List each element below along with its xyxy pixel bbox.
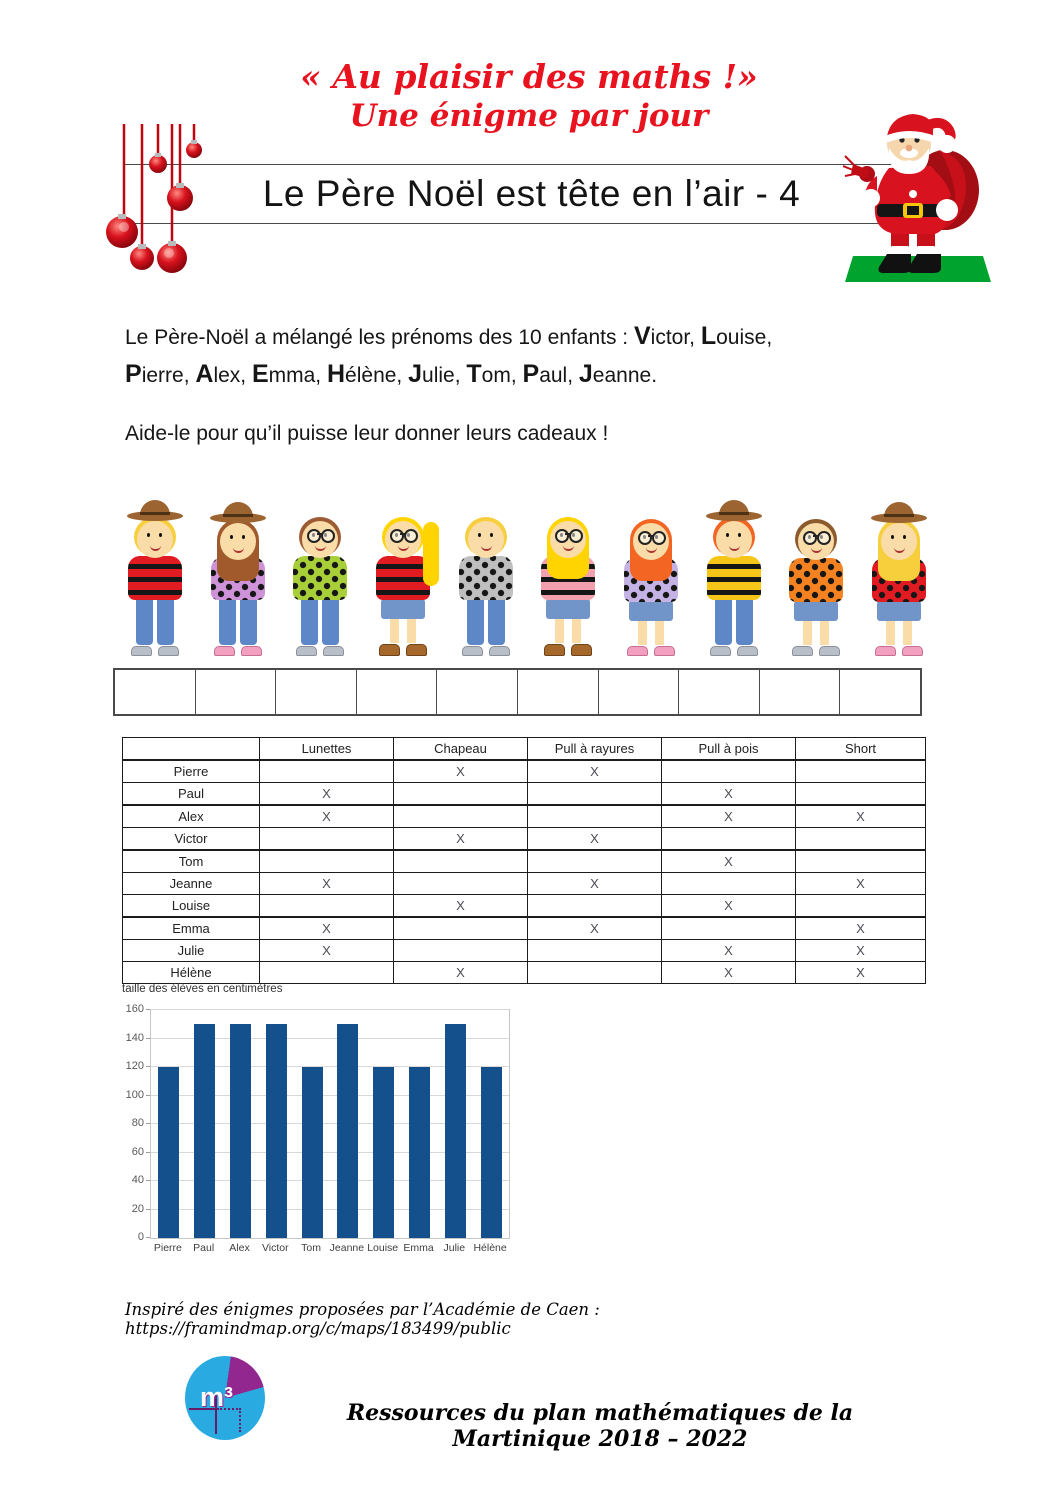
logic-row-name: Jeanne	[123, 873, 260, 895]
child-figure-3	[281, 488, 359, 656]
bar-tom	[302, 1067, 323, 1238]
logic-mark-x[interactable]: X	[260, 873, 394, 895]
logic-mark-x[interactable]: X	[662, 962, 796, 984]
child-jeans	[715, 599, 753, 645]
logic-mark-empty[interactable]	[796, 783, 926, 806]
logic-row-louise	[123, 895, 926, 918]
y-axis-tick-label: 0	[137, 1231, 144, 1243]
logic-col-header: Lunettes	[260, 738, 394, 761]
child-figure-1	[116, 480, 194, 656]
logic-mark-empty[interactable]	[796, 850, 926, 873]
logic-mark-empty[interactable]	[528, 850, 662, 873]
hat-icon	[704, 500, 764, 520]
child-figure-5	[447, 496, 525, 656]
y-axis-tick	[146, 1009, 150, 1010]
logic-row-name: Alex	[123, 805, 260, 828]
logic-mark-x[interactable]: X	[796, 873, 926, 895]
logic-mark-empty[interactable]	[394, 783, 528, 806]
child-head	[786, 522, 846, 560]
title-banner	[123, 164, 940, 224]
child-shirt-stripes	[376, 556, 430, 600]
logic-col-header: Short	[796, 738, 926, 761]
name-initial: A	[195, 360, 214, 388]
name-initial: V	[633, 322, 651, 350]
logic-mark-x[interactable]: X	[662, 850, 796, 873]
child-shorts	[794, 601, 838, 621]
name-initial: E	[251, 360, 269, 388]
logic-row-julie	[123, 940, 926, 962]
logic-mark-empty[interactable]	[260, 828, 394, 851]
logic-row-name: Paul	[123, 783, 260, 806]
x-axis-label: Paul	[193, 1242, 215, 1254]
logic-mark-empty[interactable]	[528, 783, 662, 806]
bar-emma	[409, 1067, 430, 1238]
logic-mark-x[interactable]: X	[528, 917, 662, 940]
logic-mark-x[interactable]: X	[260, 917, 394, 940]
bar-paul	[194, 1024, 215, 1238]
child-shirt-stripes	[128, 556, 182, 600]
x-axis-label: Louise	[367, 1242, 399, 1254]
logic-row-tom	[123, 850, 926, 873]
child-head	[456, 520, 516, 558]
credit-line: Inspiré des énigmes proposées par l’Académie de Caen : https://framindmap.org/c/maps/183499/public	[125, 1300, 600, 1338]
logic-row-name: Emma	[123, 917, 260, 940]
x-axis-label: Pierre	[153, 1242, 182, 1254]
answer-row-table	[113, 668, 922, 716]
intro-text	[125, 318, 915, 452]
logic-row-hélène	[123, 962, 926, 984]
glasses-icon	[307, 529, 335, 541]
glasses-icon	[390, 529, 418, 541]
christmas-baubles-icon	[102, 124, 214, 282]
logic-row-name: Hélène	[123, 962, 260, 984]
logic-mark-empty[interactable]	[528, 962, 662, 984]
y-axis-tick	[146, 1180, 150, 1181]
answer-cell-5[interactable]	[437, 670, 518, 714]
ressources-line: Ressources du plan mathématiques de la Martinique 2018 – 2022	[346, 1400, 854, 1452]
child-shirt-stripes	[707, 556, 761, 600]
child-figure-9	[777, 486, 855, 656]
child-figure-6	[529, 506, 607, 656]
logic-mark-empty[interactable]	[394, 805, 528, 828]
page-title: Le Père Noël est tête en l’air - 4	[262, 173, 801, 214]
logic-mark-empty[interactable]	[394, 940, 528, 962]
logic-col-header: Chapeau	[394, 738, 528, 761]
name-initial: H	[326, 360, 346, 388]
logic-mark-empty[interactable]	[662, 917, 796, 940]
logic-mark-empty[interactable]	[528, 895, 662, 918]
logic-mark-empty[interactable]	[796, 760, 926, 783]
name-initial: L	[700, 322, 717, 350]
answer-cell-2[interactable]	[196, 670, 277, 714]
logic-row-name: Louise	[123, 895, 260, 918]
chart-plot-area	[150, 1009, 510, 1239]
logic-mark-x[interactable]: X	[260, 783, 394, 806]
answer-cell-4[interactable]	[357, 670, 438, 714]
child-shirt-dots	[459, 556, 513, 600]
child-shorts	[546, 599, 590, 619]
glasses-icon	[555, 529, 583, 541]
logic-mark-x[interactable]: X	[796, 917, 926, 940]
logic-mark-x[interactable]: X	[528, 828, 662, 851]
child-figure-7	[612, 486, 690, 656]
y-axis-tick	[146, 1066, 150, 1067]
logic-row-paul	[123, 783, 926, 806]
child-jeans	[219, 599, 257, 645]
logic-corner-cell	[123, 738, 260, 761]
logic-mark-empty[interactable]	[394, 917, 528, 940]
y-axis-tick-label: 60	[131, 1145, 144, 1158]
logic-mark-x[interactable]: X	[796, 805, 926, 828]
y-axis-tick	[146, 1095, 150, 1096]
child-shorts	[629, 601, 673, 621]
logic-mark-empty[interactable]	[260, 760, 394, 783]
bar-louise	[373, 1067, 394, 1238]
logic-row-victor	[123, 828, 926, 851]
logic-mark-x[interactable]: X	[394, 760, 528, 783]
name-initial: J	[408, 360, 423, 388]
bar-alex	[230, 1024, 251, 1238]
name-initial: P	[125, 360, 142, 388]
x-axis-label: Julie	[443, 1242, 466, 1254]
child-head	[621, 522, 681, 560]
child-jeans	[467, 599, 505, 645]
logic-mark-x[interactable]: X	[662, 940, 796, 962]
logic-mark-empty[interactable]	[796, 895, 926, 918]
child-figure-8	[695, 494, 773, 656]
logic-mark-x[interactable]: X	[662, 805, 796, 828]
child-jeans	[136, 599, 174, 645]
logic-mark-x[interactable]: X	[662, 895, 796, 918]
child-head	[208, 522, 268, 559]
child-head	[373, 520, 433, 558]
logic-mark-x[interactable]: X	[260, 805, 394, 828]
glasses-icon	[803, 531, 831, 543]
y-axis-tick	[146, 1209, 150, 1210]
x-axis-label: Emma	[403, 1242, 434, 1254]
child-figure-4	[364, 488, 442, 656]
child-shorts	[381, 599, 425, 619]
x-axis-label: Victor	[261, 1242, 289, 1254]
header-line1: « Au plaisir des maths !»	[300, 57, 758, 96]
children-illustration	[116, 478, 938, 656]
santa-icon	[843, 98, 991, 284]
logic-mark-empty[interactable]	[528, 940, 662, 962]
answer-cell-3[interactable]	[276, 670, 357, 714]
logic-row-alex	[123, 805, 926, 828]
hat-icon	[208, 502, 268, 522]
x-axis-label: Hélène	[473, 1242, 507, 1254]
logic-row-pierre	[123, 760, 926, 783]
child-head	[704, 520, 764, 558]
logic-row-name: Pierre	[123, 760, 260, 783]
logic-col-header: Pull à pois	[662, 738, 796, 761]
answer-cell-1[interactable]	[115, 670, 196, 714]
answer-cell-10[interactable]	[840, 670, 920, 714]
logic-mark-empty[interactable]	[260, 850, 394, 873]
child-figure-10	[860, 496, 938, 656]
logic-row-name: Julie	[123, 940, 260, 962]
logic-table-wrap	[122, 737, 926, 984]
logic-mark-empty[interactable]	[662, 873, 796, 895]
logic-mark-empty[interactable]	[394, 873, 528, 895]
child-figure-2	[199, 502, 277, 656]
answer-cell-7[interactable]	[599, 670, 680, 714]
child-head	[125, 520, 185, 558]
y-axis-tick-label: 20	[131, 1202, 144, 1215]
logic-row-emma	[123, 917, 926, 940]
logic-mark-x[interactable]: X	[796, 940, 926, 962]
chart-title: taille des élèves en centimètres	[122, 983, 283, 995]
name-initial: J	[578, 360, 593, 388]
logic-mark-x[interactable]: X	[394, 828, 528, 851]
logic-mark-empty[interactable]	[394, 850, 528, 873]
x-axis-label: Jeanne	[329, 1242, 365, 1254]
logic-table	[122, 737, 926, 984]
logic-mark-x[interactable]: X	[528, 760, 662, 783]
hat-icon	[869, 502, 929, 522]
name-initial: P	[522, 360, 540, 388]
y-axis-tick	[146, 1038, 150, 1039]
logic-mark-x[interactable]: X	[394, 895, 528, 918]
logic-mark-empty[interactable]	[528, 805, 662, 828]
intro-help-line: Aide-le pour qu’il puisse leur donner leurs cadeaux !	[125, 422, 609, 445]
m3-logo	[185, 1356, 265, 1440]
logic-header-row	[123, 738, 926, 761]
y-axis-tick	[146, 1123, 150, 1124]
bar-jeanne	[337, 1024, 358, 1238]
child-head	[538, 520, 598, 558]
y-axis-tick	[146, 1152, 150, 1153]
bar-pierre	[158, 1067, 179, 1238]
logic-row-name: Tom	[123, 850, 260, 873]
bar-victor	[266, 1024, 287, 1238]
logic-mark-x[interactable]: X	[260, 940, 394, 962]
header-line2: Une énigme par jour	[349, 98, 709, 135]
hat-icon	[125, 500, 185, 520]
logic-mark-x[interactable]: X	[394, 962, 528, 984]
logic-mark-empty[interactable]	[260, 895, 394, 918]
child-jeans	[301, 599, 339, 645]
y-axis-tick-label: 100	[125, 1088, 144, 1101]
y-axis-tick-label: 120	[125, 1060, 144, 1072]
answer-cell-8[interactable]	[679, 670, 760, 714]
answer-cell-9[interactable]	[760, 670, 841, 714]
chart-gridline	[151, 1009, 509, 1010]
logic-mark-x[interactable]: X	[796, 962, 926, 984]
x-axis-label: Tom	[301, 1242, 322, 1254]
logic-row-name: Victor	[123, 828, 260, 851]
name-initial: T	[466, 360, 482, 388]
logic-mark-x[interactable]: X	[528, 873, 662, 895]
logic-mark-x[interactable]: X	[662, 783, 796, 806]
m3-logo-text: m³	[200, 1382, 233, 1412]
height-bar-chart	[120, 983, 530, 1273]
logic-mark-empty[interactable]	[662, 760, 796, 783]
x-axis-label: Alex	[229, 1242, 250, 1254]
child-shirt-dots	[789, 558, 843, 602]
child-head	[869, 522, 929, 560]
bar-hélène	[481, 1067, 502, 1238]
y-axis-tick-label: 40	[131, 1174, 144, 1186]
logic-mark-empty[interactable]	[260, 962, 394, 984]
child-head	[290, 520, 350, 558]
glasses-icon	[638, 531, 666, 543]
logic-col-header: Pull à rayures	[528, 738, 662, 761]
logic-mark-empty[interactable]	[796, 828, 926, 851]
logic-row-jeanne	[123, 873, 926, 895]
answer-cell-6[interactable]	[518, 670, 599, 714]
y-axis-tick-label: 160	[125, 1003, 144, 1015]
intro-names-paragraph: Le Père-Noël a mélangé les prénoms des 10 enfants : Victor, Louise, Pierre, Alex, Emma, Hélène, Julie, Tom, Paul, Jeanne.	[125, 322, 773, 388]
y-axis-tick-label: 140	[125, 1031, 144, 1044]
logic-mark-empty[interactable]	[662, 828, 796, 851]
bar-julie	[445, 1024, 466, 1238]
child-shorts	[877, 601, 921, 621]
child-shirt-dots	[293, 556, 347, 600]
y-axis-tick-label: 80	[131, 1117, 144, 1129]
logo-dash-v	[239, 1408, 241, 1432]
y-axis-tick	[146, 1237, 150, 1238]
